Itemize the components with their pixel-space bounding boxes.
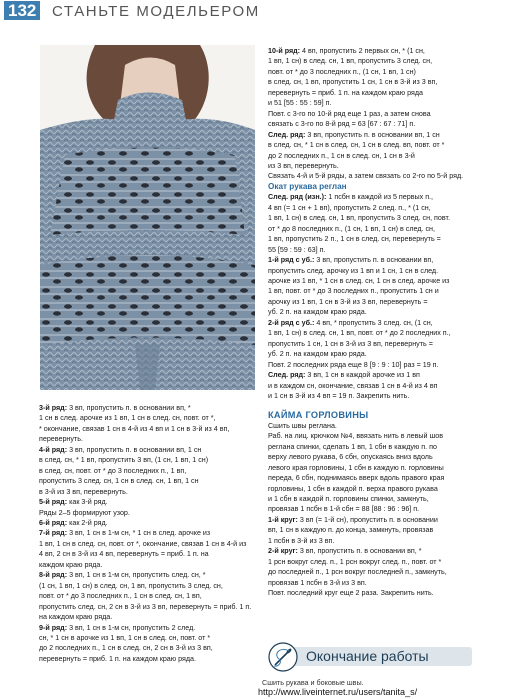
instruction-text: 1 вп, 1 сн) в след. сн, 1 вп, повт. от * до 2 последних п.,: [268, 329, 451, 338]
instruction-line: [39, 466, 261, 476]
instruction-line: [268, 546, 480, 556]
instruction-line: [268, 67, 480, 77]
instruction-text: в след. сн, повт. от * до 3 последних п., 1 вп,: [39, 466, 187, 475]
instruction-text: 3 вп, пропустить п. в основании вп, 1 сн: [69, 445, 202, 454]
row-label: След. ряд:: [268, 130, 308, 139]
instruction-text: и 1 сбн в каждой п. горловины спинки, замкнуть,: [268, 495, 429, 504]
instruction-text: 3 вп, пропустить п. в основании вп, 1 сн: [307, 130, 440, 139]
instruction-line: [39, 602, 261, 612]
instruction-text: пропустить след. сн, 2 сн в 3-й из 3 вп, перевернуть = приб. 1 п.: [39, 602, 252, 611]
left-text-column: [39, 403, 261, 664]
instruction-text: арочке из 1 вп, * 1 сн в след. сн, 1 сн в след. арочке из: [268, 276, 450, 285]
source-url-watermark: http://www.liveinternet.ru/users/tanita_s/: [258, 687, 418, 697]
instruction-line: [268, 130, 480, 140]
instruction-line: [39, 413, 261, 423]
row-label: 4-й ряд:: [39, 445, 70, 454]
instruction-text: 3 вп, 1 сн в каждой арочке из 1 вп: [307, 371, 420, 380]
instruction-line: [268, 421, 480, 431]
instruction-line: [39, 633, 261, 643]
instruction-text: пропустить след. арочку из 1 вп и 1 сн, 1 сн в след.: [268, 266, 439, 275]
instruction-text: перевернуть = приб. 1 п. на каждом краю ряда: [268, 88, 424, 97]
instruction-text: 1 рсн вокруг след. п., 1 рсн вокруг след. п., повт. от *: [268, 557, 442, 566]
instruction-text: вп, 1 сн в каждую п. до конца, замкнуть, провязав: [268, 526, 434, 535]
instruction-text: 1 вп, повт. от * до 3 последних п., пропустить 1 сн и: [268, 287, 439, 296]
instruction-text: 55 [59 : 59 : 63] п.: [268, 245, 326, 254]
instruction-text: до последней п., 1 рсн вокруг последней п., замкнуть,: [268, 568, 447, 577]
instruction-text: 3 вп, 1 сн в 1-м сн, * 1 сн в след. арочке из: [69, 529, 211, 538]
instruction-text: 1 сн в след. арочке из 1 вп, 1 сн в след. сн, повт. от *,: [39, 414, 216, 423]
instruction-line: [268, 349, 480, 359]
instruction-text: арочку из 1 вп, 1 сн в 3-й из 3 вп, перевернуть =: [268, 297, 428, 306]
instruction-line: [268, 245, 480, 255]
instruction-text: 1 вп, 1 сн) в след. сн, 1 вп, пропустить 3 след. сн,: [268, 57, 433, 66]
instruction-line: [39, 560, 261, 570]
instruction-line: [268, 318, 480, 328]
needle-thread-icon: [268, 642, 298, 672]
instruction-text: 1 псбн в каждой из 5 первых п.,: [328, 193, 434, 202]
instruction-text: Повт. последний круг еще 2 раза. Закрепить нить.: [268, 589, 434, 598]
instruction-text: уб. 2 п. на каждом краю ряда.: [268, 350, 367, 359]
instruction-text: повт. от * до 3 последних п., (1 сн, 1 вп, 1 сн): [268, 67, 416, 76]
instruction-text: в 3-й из 3 вп, перевернуть.: [39, 487, 128, 496]
instruction-text: и 1 сн в 3-й из 4 вп = 19 п. Закрепить нить.: [268, 391, 410, 400]
instruction-line: [39, 591, 261, 601]
instruction-line: [268, 484, 480, 494]
instruction-line: [39, 612, 261, 622]
page-number: 132: [4, 1, 40, 20]
instruction-line: [39, 497, 261, 507]
instruction-line: [268, 588, 480, 598]
instruction-line: [39, 643, 261, 653]
row-label: 10-й ряд:: [268, 47, 303, 55]
instruction-line: [268, 151, 480, 161]
instruction-line: [268, 557, 480, 567]
instruction-line: [268, 328, 480, 338]
row-label: 1-й круг:: [268, 515, 300, 524]
instruction-line: [268, 515, 480, 525]
instruction-line: [268, 431, 480, 441]
instruction-line: [39, 476, 261, 486]
instruction-line: [39, 623, 261, 633]
instruction-line: [268, 381, 480, 391]
instruction-text: левого края горловины, 1 сбн в каждую п. горловины: [268, 463, 444, 472]
instruction-text: Повт. с 3-го по 10-й ряд еще 1 раз, а затем снова: [268, 109, 431, 118]
instruction-line: [268, 536, 480, 546]
instruction-line: [268, 276, 480, 286]
instruction-line: [268, 46, 480, 56]
instruction-line: [39, 508, 261, 518]
instruction-line: [268, 442, 480, 452]
instruction-text: горловины, 1 сбн в каждой п. верха правого рукава: [268, 484, 438, 493]
instruction-line: [268, 98, 480, 108]
sweater-photo: [40, 45, 255, 390]
instruction-text: до 2 последних п., 1 сн в след. сн, 2 сн в 3-й из 3 вп,: [39, 644, 213, 653]
instruction-line: [268, 473, 480, 483]
instruction-text: 1 псбн в 3-й из 3 вп.: [268, 536, 335, 545]
instruction-line: [39, 487, 261, 497]
instruction-text: 4 вп, пропустить 2 первых сн, * (1 сн,: [302, 47, 425, 55]
instruction-line: [39, 549, 261, 559]
instruction-text: 3 вп, 1 сн в 1-м сн, пропустить след. сн, *: [69, 571, 206, 580]
instruction-text: как 3-й ряд.: [69, 498, 108, 507]
instruction-line: [268, 266, 480, 276]
instruction-line: [268, 161, 480, 171]
instruction-text: Ряды 2–5 формируют узор.: [39, 508, 130, 517]
instruction-text: 1 вп, 1 сн) в след. сн, 1 вп, пропустить 3 след. сн, повт.: [268, 214, 450, 223]
instruction-text: уб. 2 п. на каждом краю ряда.: [268, 308, 367, 317]
instruction-line: [39, 455, 261, 465]
instruction-text: в след. сн, 1 вп, пропустить 1 сн, 1 сн в 3-й из 3 вп,: [268, 78, 438, 87]
instruction-text: до 2 последних п., 1 сн в след. сн, 1 сн в 3-й: [268, 151, 415, 160]
instruction-text: и в каждом сн, окончание, связав 1 сн в 4-й из 4 вп: [268, 381, 438, 390]
row-label: 1-й ряд с уб.:: [268, 256, 317, 265]
instruction-line: [268, 255, 480, 265]
row-label: 3-й ряд:: [39, 404, 70, 412]
row-label: 6-й ряд:: [39, 518, 70, 527]
instruction-text: перевернуть = приб. 1 п. на каждом краю ряда.: [39, 654, 196, 663]
instruction-line: [39, 654, 261, 664]
instruction-text: как 2-й ряд.: [69, 518, 108, 527]
instruction-line: [268, 109, 480, 119]
instruction-text: перевернуть.: [39, 435, 83, 444]
closing-instruction: Сшить рукава и боковые швы.: [262, 678, 364, 687]
subheading: Окат рукава реглан: [268, 181, 347, 191]
right-text-column: [268, 46, 480, 599]
section-heading: КАЙМА ГОРЛОВИНЫ: [268, 410, 369, 421]
instruction-line: [268, 140, 480, 150]
instruction-line: [39, 518, 261, 528]
instruction-line: [39, 570, 261, 580]
instruction-line: [268, 339, 480, 349]
page-title: СТАНЬТЕ МОДЕЛЬЕРОМ: [52, 3, 260, 20]
final-section-header: [268, 642, 474, 671]
instruction-text: от * до 8 последних п., (1 сн, 1 вп, 1 сн) в след. сн,: [268, 224, 435, 233]
instruction-line: [39, 445, 261, 455]
instruction-line: [268, 307, 480, 317]
instruction-text: в след. сн, * 1 сн в след. сн, 1 сн в след. вп, повт. от *: [268, 141, 445, 150]
instruction-text: 3 вп, пропустить п. в основании вп, *: [299, 547, 422, 556]
instruction-text: 4 вп (= 1 сн + 1 вп), пропустить 2 след. п., * (1 сн,: [268, 203, 431, 212]
instruction-text: из 3 вп, перевернуть.: [268, 161, 339, 170]
instruction-line: [268, 297, 480, 307]
instruction-line: [268, 567, 480, 577]
instruction-text: верху левого рукава, 6 сбн, опускаясь вниз вдоль: [268, 453, 433, 462]
instruction-line: [268, 182, 480, 192]
instruction-line: [39, 434, 261, 444]
row-label: 7-й ряд:: [39, 529, 70, 538]
instruction-line: [268, 410, 480, 420]
row-label: 8-й ряд:: [39, 571, 70, 580]
row-label: 5-й ряд:: [39, 498, 70, 507]
instruction-text: 4 вп, * пропустить 3 след. сн, (1 сн,: [316, 318, 433, 327]
instruction-line: [268, 224, 480, 234]
instruction-line: [39, 539, 261, 549]
instruction-text: Раб. на лиц. крючком №4, ввязать нить в левый шов: [268, 432, 443, 441]
instruction-line: [268, 494, 480, 504]
row-label: 9-й ряд:: [39, 623, 70, 632]
instruction-line: [268, 504, 480, 514]
instruction-text: пропустить 1 сн, 1 сн в 3-й из 3 вп, перевернуть =: [268, 339, 433, 348]
instruction-line: [268, 360, 480, 370]
instruction-line: [268, 525, 480, 535]
instruction-text: * окончание, связав 1 сн в 4-й из 4 вп и 1 сн в 3-й из 4 вп,: [39, 424, 230, 433]
instruction-text: каждом краю ряда.: [39, 560, 103, 569]
instruction-text: Сшить швы реглана.: [268, 421, 337, 430]
instruction-text: повт. от * до 3 последних п., 1 сн в след. сн, 1 вп,: [39, 592, 202, 601]
instruction-line: [39, 528, 261, 538]
instruction-text: пропустить 3 след. сн, 1 сн в след. сн, 1 вп, 1 сн: [39, 477, 199, 486]
instruction-line: [268, 370, 480, 380]
instruction-text: Повт. 2 последних ряда еще 8 [9 : 9 : 10] раз = 19 п.: [268, 360, 439, 369]
instruction-text: и 51 [55 : 55 : 59] п.: [268, 99, 332, 108]
instruction-text: в след. сн, * 1 вп, пропустить 3 вп, (1 сн, 1 вп, 1 сн): [39, 456, 209, 465]
instruction-line: [268, 77, 480, 87]
instruction-line: [268, 578, 480, 588]
instruction-line: [268, 56, 480, 66]
instruction-text: переда, 6 сбн, поднимаясь вверх вдоль правого края: [268, 474, 445, 483]
row-label: След. ряд (изн.):: [268, 193, 329, 202]
sweater-illustration: [40, 45, 255, 390]
instruction-line: [268, 234, 480, 244]
page-header: [0, 0, 518, 22]
instruction-text: провязав 1 псбн в 1-й сбн = 88 [88 : 96 : 96] п.: [268, 505, 420, 514]
instruction-text: 4 вп, 2 сн в 3-й из 4 вп, перевернуть = приб. 1 п. на: [39, 550, 209, 559]
instruction-line: [268, 391, 480, 401]
instruction-text: 1 вп, пропустить 2 п., 1 сн в след. сн, перевернуть =: [268, 235, 441, 244]
instruction-line: [268, 119, 480, 129]
instruction-line: [268, 463, 480, 473]
instruction-line: [39, 424, 261, 434]
instruction-text: сн, * 1 сн в арочке из 1 вп, 1 сн в след. сн, повт. от *: [39, 633, 211, 642]
instruction-line: [268, 88, 480, 98]
instruction-text: реглана спинки, сделать 1 вп, 1 сбн в каждую п. по: [268, 442, 437, 451]
instruction-text: (1 сн, 1 вп, 1 сн) в след. сн, 1 вп, пропустить 3 след. сн,: [39, 581, 223, 590]
instruction-text: 3 вп, пропустить п. в основании вп, *: [69, 404, 191, 412]
row-label: След. ряд:: [268, 371, 308, 380]
instruction-text: 3 вп (= 1-й сн), пропустить п. в основании: [299, 515, 438, 524]
instruction-text: Связать 4-й и 5-й ряды, а затем связать со 2-го по 5-й ряд.: [268, 172, 464, 181]
instruction-text: 1 вп, 1 сн в след. сн, повт. от *, окончание, связав 1 сн в 4-й из: [39, 539, 247, 548]
instruction-line: [268, 213, 480, 223]
instruction-line: [268, 192, 480, 202]
row-label: 2-й круг:: [268, 547, 300, 556]
instruction-line: [268, 452, 480, 462]
instruction-line: [268, 171, 480, 181]
instruction-text: на каждом краю ряда.: [39, 613, 113, 622]
instruction-line: [39, 581, 261, 591]
instruction-text: 3 вп, 1 сн в 1-м сн, пропустить 2 след.: [69, 623, 196, 632]
instruction-line: [268, 286, 480, 296]
instruction-text: 3 вп, пропустить п. в основании вп,: [316, 256, 434, 265]
instruction-text: связать с 3-го по 8-й ряд = 63 [67 : 67 : 71] п.: [268, 120, 416, 129]
instruction-line: [39, 403, 261, 413]
final-section-title: Окончание работы: [306, 648, 429, 664]
row-label: 2-й ряд с уб.:: [268, 318, 317, 327]
instruction-line: [268, 203, 480, 213]
instruction-text: провязав 1 псбн в 3-й из 3 вп.: [268, 578, 367, 587]
